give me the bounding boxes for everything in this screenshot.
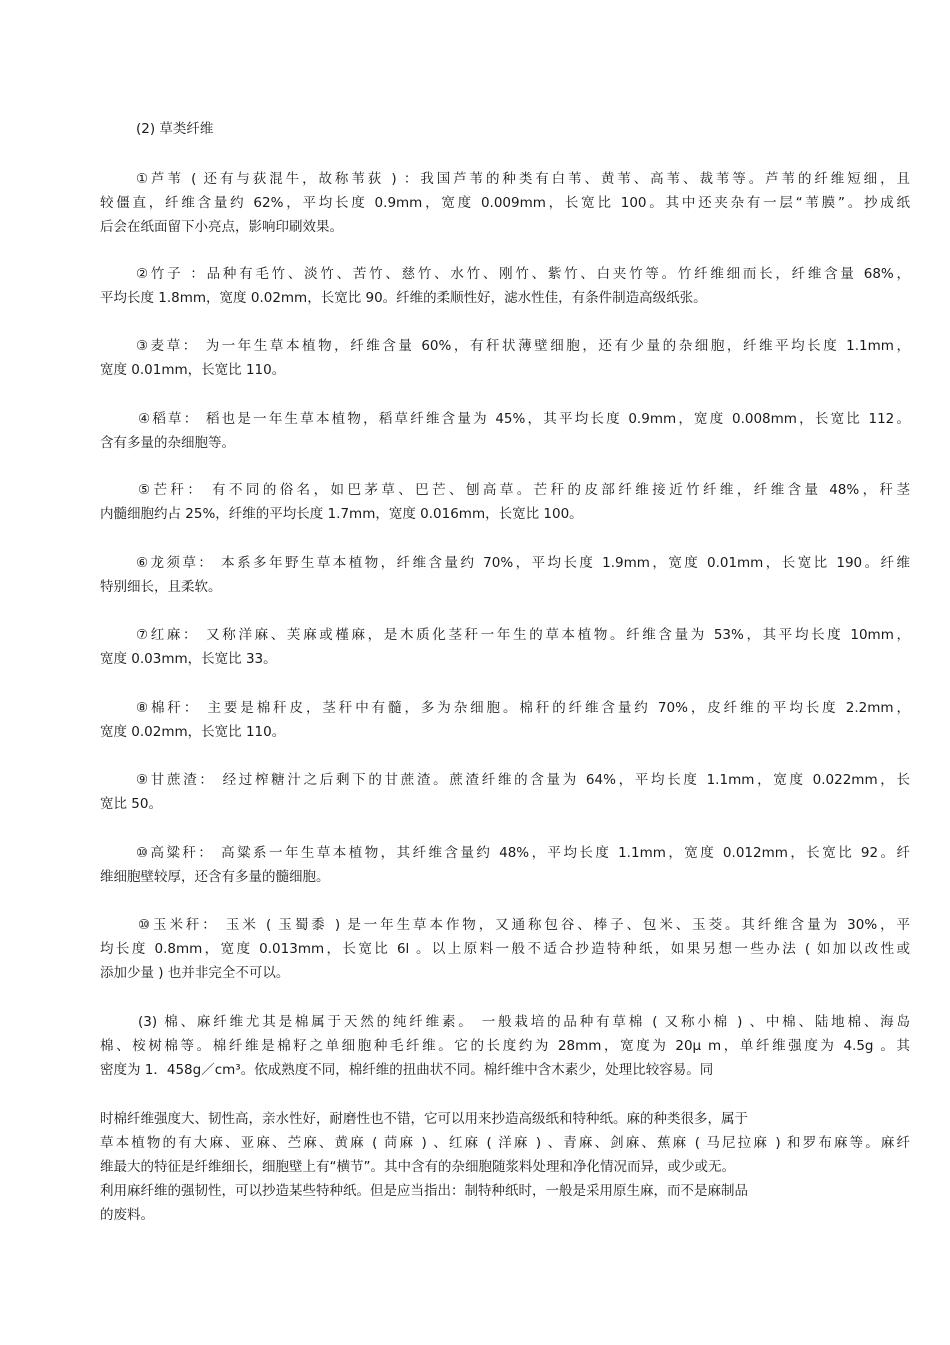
line-text: 内髓细胞约占 25%，纤维的平均长度 1.7mm，宽度 0.016mm，长宽比 100。	[100, 506, 583, 522]
paragraph-1-line-2	[100, 194, 910, 212]
line-text: ⑧棉秆： 主要是棉秆皮，茎秆中有髓，多为杂细胞。棉秆的纤维含量约 70%，皮纤维的平均长度 2.2mm，	[136, 700, 910, 716]
paragraph-11-line-1	[138, 916, 910, 934]
line-text: ⑦红麻： 又称洋麻、芙麻或槿麻，是木质化茎秆一年生的草本植物。纤维含量为 53%，其平均长度 10mm，	[136, 627, 910, 643]
line-text: ⑥龙须草： 本系多年野生草本植物，纤维含量约 70%，平均长度 1.9mm，宽度 0.01mm，长宽比 190。纤维	[136, 555, 910, 571]
paragraph-13-line-1	[100, 1110, 910, 1128]
paragraph-6-line-1	[136, 554, 910, 572]
line-text: 宽度 0.02mm，长宽比 110。	[100, 724, 286, 740]
line-text: 维细胞壁较厚，还含有多量的髓细胞。	[100, 869, 330, 885]
paragraph-2-line-1	[136, 265, 910, 283]
paragraph-11-line-2	[100, 940, 910, 958]
paragraph-7-line-1	[136, 626, 910, 644]
paragraph-13-line-3	[100, 1158, 910, 1176]
paragraph-12-line-2	[100, 1037, 910, 1055]
paragraph-3-line-1	[136, 337, 910, 355]
paragraph-4-line-1	[138, 410, 910, 428]
heading-text: (2) 草类纤维	[136, 121, 214, 137]
paragraph-8-line-2	[100, 723, 910, 741]
line-text: ②竹子 ：品种有毛竹、淡竹、苦竹、慈竹、水竹、刚竹、紫竹、白夹竹等。竹纤维细而长，纤维含量 68%，	[136, 266, 910, 282]
paragraph-12-line-1	[138, 1013, 910, 1031]
line-text: 利用麻纤维的强韧性，可以抄造某些特种纸。但是应当指出：制特种纸时，一般是采用原生麻，而不是麻制品	[100, 1183, 748, 1199]
paragraph-2-line-2	[100, 289, 910, 307]
line-text: 维最大的特征是纤维细长，细胞壁上有“横节”。其中含有的杂细胞随浆料处理和净化情况而异，或少或无。	[100, 1159, 735, 1175]
line-text: 添加少量 ) 也并非完全不可以。	[100, 965, 290, 981]
line-text: ⑩玉米秆： 玉米 ( 玉蜀黍 ) 是一年生草本作物，又通称包谷、棒子、包米、玉茭。其纤维含量为 30%，平	[138, 917, 910, 933]
line-text: 后会在纸面留下小亮点，影响印刷效果。	[100, 219, 343, 235]
paragraph-7-line-2	[100, 650, 910, 668]
paragraph-1-line-1	[136, 170, 910, 188]
paragraph-9-line-2	[100, 795, 910, 813]
paragraph-6-line-2	[100, 578, 910, 596]
paragraph-13-line-5	[100, 1206, 910, 1224]
line-text: ①芦苇 ( 还有与荻混牛，故称苇荻 ) ：我国芦苇的种类有白苇、黄苇、高苇、裁苇等。芦苇的纤维短细，且	[136, 171, 910, 187]
paragraph-10-line-2	[100, 868, 910, 886]
line-text: ⑨甘蔗渣： 经过榨糖汁之后剩下的甘蔗渣。蔗渣纤维的含量为 64%，平均长度 1.1mm，宽度 0.022mm，长	[136, 772, 910, 788]
line-text: 均长度 0.8mm，宽度 0.013mm，长宽比 6l 。以上原料一般不适合抄造特种纸，如果另想一些办法 ( 如加以改性或	[100, 941, 910, 957]
paragraph-5-line-2	[100, 505, 910, 523]
line-text: 含有多量的杂细胞等。	[100, 435, 235, 451]
line-text: 棉、桉树棉等。棉纤维是棉籽之单细胞种毛纤维。它的长度约为 28mm，宽度为 20μ m，单纤维强度为 4.5g 。其	[100, 1038, 910, 1054]
paragraph-4-line-2	[100, 434, 910, 452]
line-text: 宽度 0.03mm，长宽比 33。	[100, 651, 277, 667]
line-text: (3) 棉、麻纤维尤其是棉属于天然的纯纤维素。 一般栽培的品种有草棉 ( 又称小棉 ) 、中棉、陆地棉、海岛	[138, 1014, 910, 1030]
line-text: 特别细长，且柔软。	[100, 579, 222, 595]
line-text: 密度为 1．458g／cm³。依成熟度不同，棉纤维的扭曲状不同。棉纤维中含木素少，处理比较容易。同	[100, 1062, 714, 1078]
paragraph-1-line-3	[100, 218, 910, 236]
line-text: 草本植物的有大麻、亚麻、苎麻、黄麻 ( 苘麻 ) 、红麻 ( 洋麻 ) 、青麻、剑麻、蕉麻 ( 马尼拉麻 ) 和罗布麻等。麻纤	[100, 1135, 910, 1151]
line-text: 的废料。	[100, 1207, 154, 1223]
line-text: ③麦草： 为一年生草本植物，纤维含量 60%，有秆状薄壁细胞，还有少量的杂细胞，纤维平均长度 1.1mm，	[136, 338, 910, 354]
line-text: 平均长度 1.8mm，宽度 0.02mm，长宽比 90。纤维的柔顺性好，滤水性佳，有条件制造高级纸张。	[100, 290, 707, 306]
paragraph-8-line-1	[136, 699, 910, 717]
paragraph-13-line-2	[100, 1134, 910, 1152]
paragraph-10-line-1	[136, 844, 910, 862]
paragraph-11-line-3	[100, 964, 910, 982]
paragraph-12-line-3	[100, 1061, 910, 1079]
line-text: 宽度 0.01mm，长宽比 110。	[100, 362, 286, 378]
line-text: 较僵直，纤维含量约 62%，平均长度 0.9mm，宽度 0.009mm，长宽比 100。其中还夹杂有一层“苇膜”。抄成纸	[100, 195, 910, 211]
line-text: ⑤芒秆： 有不同的俗名，如巴茅草、巴芒、刨高草。芒秆的皮部纤维接近竹纤维，纤维含量 48%，秆茎	[138, 482, 910, 498]
paragraph-9-line-1	[136, 771, 910, 789]
line-text: ⑩高粱秆： 高粱系一年生草本植物，其纤维含量约 48%，平均长度 1.1mm，宽度 0.012mm，长宽比 92。纤	[136, 845, 910, 861]
paragraph-13-line-4	[100, 1182, 910, 1200]
section-heading	[136, 120, 946, 138]
paragraph-3-line-2	[100, 361, 910, 379]
line-text: 宽比 50。	[100, 796, 162, 812]
paragraph-5-line-1	[138, 481, 910, 499]
line-text: ④稻草： 稻也是一年生草本植物，稻草纤维含量为 45%，其平均长度 0.9mm，宽度 0.008mm，长宽比 112。	[138, 411, 910, 427]
line-text: 时棉纤维强度大、韧性高，亲水性好，耐磨性也不错，它可以用来抄造高级纸和特种纸。麻的种类很多，属于	[100, 1111, 748, 1127]
